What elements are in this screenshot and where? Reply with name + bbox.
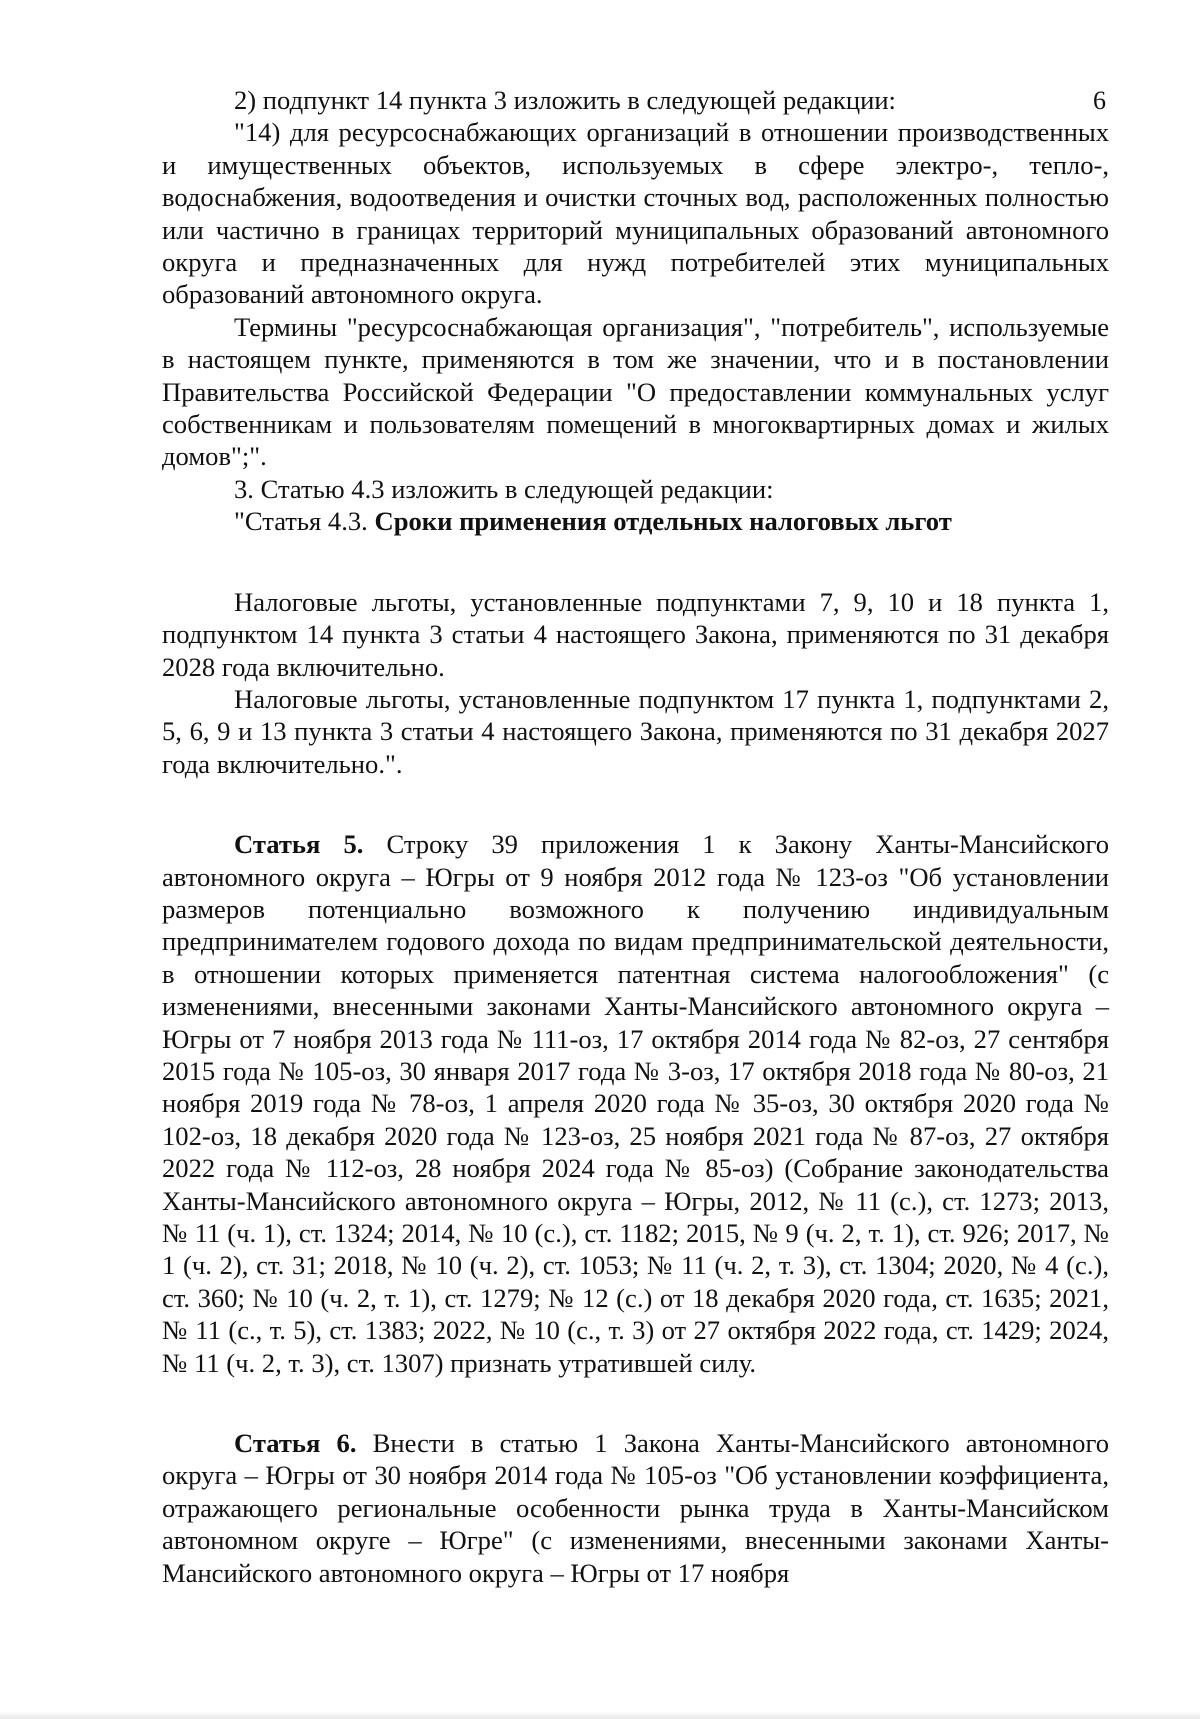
paragraph-benefits-2028: Налоговые льготы, установленные подпунктами 7, 9, 10 и 18 пункта 1, подпунктом 14 пункта 3 статьи 4 настоящего Закона, применяются по 31 декабря 2028 года включительно. [162,586,1109,682]
document-body [162,84,1109,1589]
paragraph-benefits-2027: Налоговые льготы, установленные подпунктом 17 пункта 1, подпунктами 2, 5, 6, 9 и 13 пункта 3 статьи 4 настоящего Закона, применяются по 31 декабря 2027 года включительно.". [162,683,1109,779]
paragraph-subitem-14-text: "14) для ресурсоснабжающих организаций в отношении производственных и имущественных объектов, используемых в сфере электро-, тепло-, водоснабжения, водоотведения и очистки сточных вод, расположенных полностью или частично в границах территорий муниципальных образований автономного округа и предназначенных для нужд потребителей этих муниципальных образований автономного округа. [162,117,1109,310]
page-number: 6 [1093,86,1106,115]
article-5-text: Строку 39 приложения 1 к Закону Ханты-Мансийского автономного округа – Югры от 9 ноября 2012 года № 123-оз "Об установлении размеров потенциально возможного к получению индивидуальным предпринимателем годового дохода по видам предпринимательской деятельности, в отношении которых применяется патентная система налогообложения" (с изменениями, внесенными законами Ханты-Мансийского автономного округа – Югры от 7 ноября 2013 года № 111-оз, 17 октября 2014 года № 82-оз, 27 сентября 2015 года № 105-оз, 30 января 2017 года № 3-оз, 17 октября 2018 года № 80-оз, 21 ноября 2019 года № 78-оз, 1 апреля 2020 года № 35-оз, 30 октября 2020 года № 102-оз, 18 декабря 2020 года № 123-оз, 25 ноября 2021 года № 87-оз, 27 октября 2022 года № 112-оз, 28 ноября 2024 года № 85-оз) (Собрание законодательства Ханты-Мансийского автономного округа – Югры, 2012, № 11 (с.), ст. 1273; 2013, № 11 (ч. 1), ст. 1324; 2014, № 10 (с.), ст. 1182; 2015, № 9 (ч. 2, т. 1), ст. 926; 2017, № 1 (ч. 2), ст. 31; 2018, № 10 (ч. 2), ст. 1053; № 11 (ч. 2, т. 3), ст. 1304; 2020, № 4 (с.), ст. 360; № 10 (ч. 2, т. 1), ст. 1279; № 12 (с.) от 18 декабря 2020 года, ст. 1635; 2021, № 11 (с., т. 5), ст. 1383; 2022, № 10 (с., т. 3) от 27 октября 2022 года, ст. 1429; 2024, № 11 (ч. 2, т. 3), ст. 1307) признать утратившей силу. [162,829,1109,1378]
scan-bottom-edge [0,1711,1200,1719]
article-5 [162,828,1109,1379]
article-4-3-heading-prefix: "Статья 4.3. [234,506,375,537]
article-4-3-heading [162,505,1109,537]
article-5-label: Статья 5. [234,829,364,860]
article-6 [162,1427,1109,1589]
paragraph-article-4-3-intro: 3. Статью 4.3 изложить в следующей редакции: [234,473,774,504]
article-4-3-heading-title: Сроки применения отдельных налоговых льгот [374,506,952,537]
paragraph-terms: Термины "ресурсоснабжающая организация", "потребитель", используемые в настоящем пункте, применяются в том же значении, что и в постановлении Правительства Российской Федерации "О предоставлении коммунальных услуг собственникам и пользователям помещений в многоквартирных домах и жилых домов";". [162,311,1109,472]
paragraph-subitem-14-intro: 2) подпункт 14 пункта 3 изложить в следующей редакции: [234,85,896,115]
article-6-text: Внести в статью 1 Закона Ханты-Мансийского автономного округа – Югры от 30 ноября 2014 года № 105-оз "Об установлении коэффициента, отражающего региональные особенности рынка труда в Ханты-Мансийском автономном округе – Югре" (с изменениями, внесенными законами Ханты-Мансийского автономного округа – Югры от 17 ноября [162,1428,1109,1588]
article-6-label: Статья 6. [234,1428,357,1459]
